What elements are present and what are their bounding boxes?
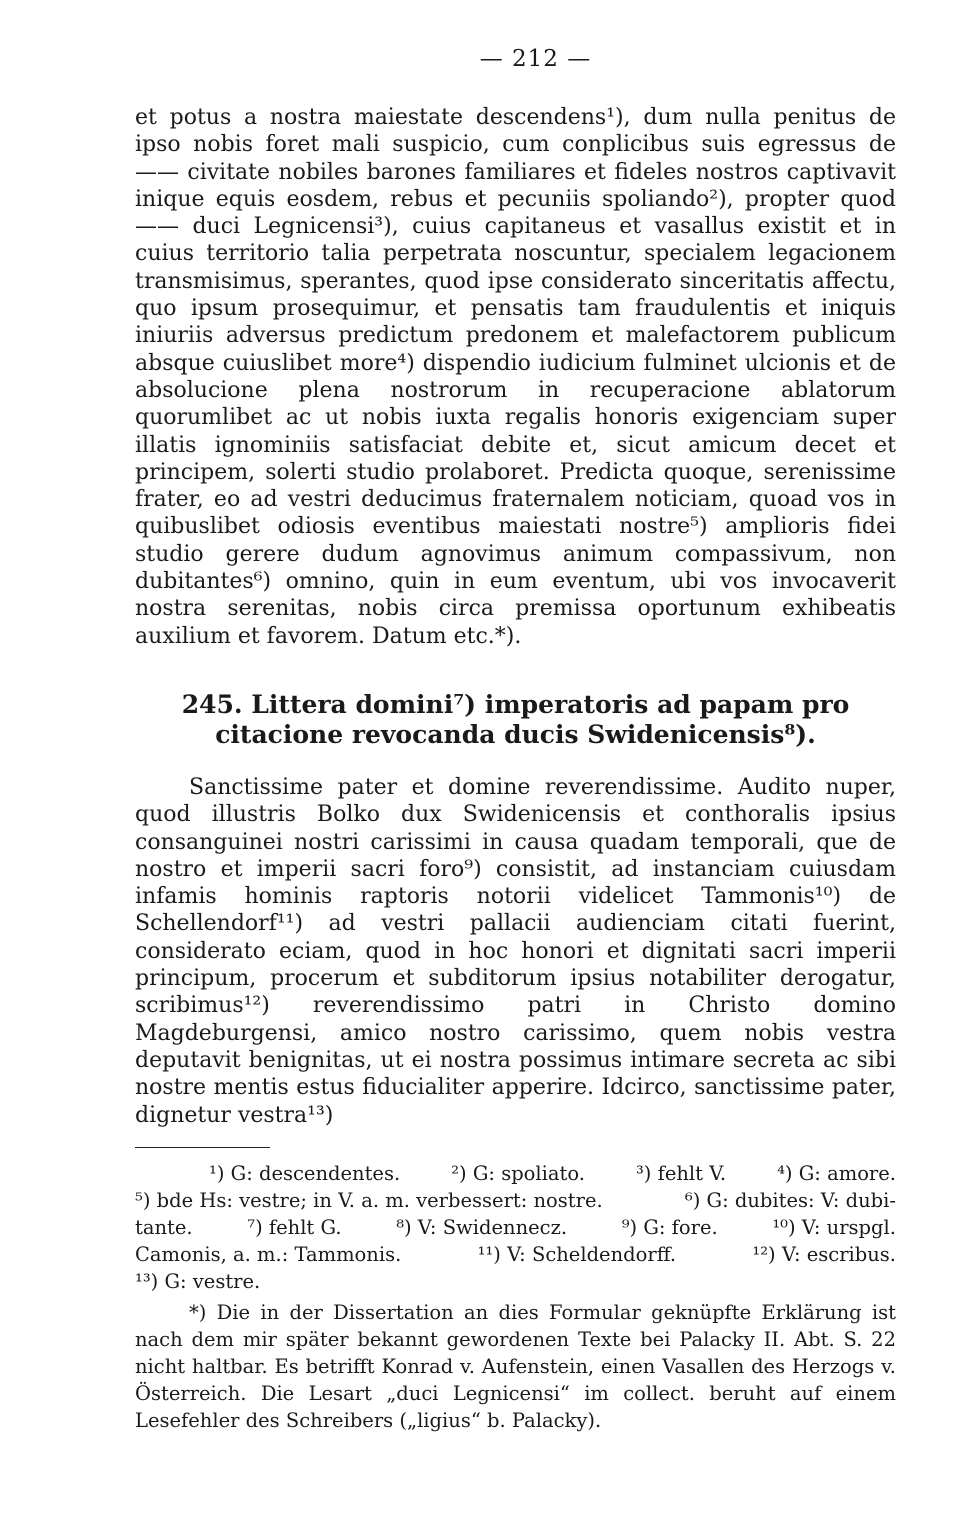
footnote: ⁷) fehlt G.	[247, 1215, 342, 1239]
footnote: ¹³) G: vestre.	[135, 1269, 261, 1293]
footnote-row	[135, 1160, 896, 1187]
footnote-row	[135, 1268, 896, 1295]
footnote: ⁶) G: dubites: V: dubi-	[684, 1188, 896, 1212]
footnote: ¹²) V: escribus.	[752, 1242, 896, 1266]
footnotes	[135, 1160, 896, 1295]
letter-paragraph: Sanctissime pater et domine reverendissime. Audito nuper, quod illustris Bolko dux Swidenicensis et conthoralis ipsius consanguinei nostri carissimi in causa quadam temporali, que de nostro et imperii sacri foro⁹) consistit, ad instanciam cuiusdam infamis hominis raptoris notorii videlicet Tammonis¹⁰) de Schellendorf¹¹) ad vestri pallacii audienciam citati fuerint, considerato eciam, quod in hoc honori et dignitati sacri imperii principum, procerum et subditorum ipsius notabiliter derogatur, scribimus¹²) reverendissimo patri in Christo domino Magdeburgensi, amico nostro carissimo, quem nobis vestra deputavit benignitas, ut ei nostra possimus intimare secreta ac sibi nostre mentis estus fiducialiter apperire. Idcirco, sanctissime pater, dignetur vestra¹³)	[135, 774, 896, 1128]
paragraph-continuation: et potus a nostra maiestate descendens¹), dum nulla penitus de ipso nobis foret mali suspicio, cum conplicibus suis egressus de —— civitate nobiles barones familiares et fideles nostros captivavit inique equis eosdem, rebus et pecuniis spoliando²), propter quod —— duci Legnicensi³), cuius capitaneus et vasallus existit et in cuius territorio talia perpetrata noscuntur, specialem legacionem transmisimus, sperantes, quod ipse considerato sinceritatis affectu, quo ipsum prosequimur, et pensatis tam fraudulentis et iniquis iniuriis adversus predictum predonem et malefactorem publicum absque cuiuslibet more⁴) dispendio iudicium fulminet ulcionis et de absolucione plena nostrorum in recuperacione ablatorum quorumlibet ac ut nobis iuxta regalis honoris exigenciam super illatis ignominiis satisfaciat debite et, sicut amicum decet et principem, solerti studio prolaboret. Predicta quoque, serenissime frater, eo ad vestri deducimus fraternalem noticiam, quoad vos in quibuslibet odiosis eventibus maiestati nostre⁵) amplioris fidei studio gerere dudum agnovimus animum compassivum, non dubitantes⁶) omnino, quin in eum eventum, ubi vos invocaverit nostra serenitas, nobis circa premissa oportunum exhibeatis auxilium et favorem. Datum etc.*).	[135, 105, 896, 649]
footnote: ¹) G: descendentes.	[209, 1161, 401, 1185]
footnote-rule	[135, 1147, 270, 1148]
footnote-row	[135, 1187, 896, 1214]
footnote-row	[135, 1241, 896, 1268]
footnote: tante.	[135, 1215, 193, 1239]
footnote: ¹⁰) V: urspgl.	[772, 1215, 896, 1239]
footnote: ⁹) G: fore.	[621, 1215, 718, 1239]
footnote: ²) G: spoliato.	[451, 1161, 585, 1185]
footnote: ⁵) bde Hs: vestre; in V. a. m. verbessert: nostre.	[135, 1188, 603, 1212]
footnote: ¹¹) V: Scheldendorff.	[477, 1242, 677, 1266]
editorial-note: *) Die in der Dissertation an dies Formular geknüpfte Erklärung ist nach dem mir später bekannt gewordenen Texte bei Palacky II. Abt. S. 22 nicht haltbar. Es betrifft Konrad v. Aufenstein, einen Vasallen des Herzogs v. Österreich. Die Lesart „duci Legnicensi“ im collect. beruht auf einem Lesefehler des Schreibers („ligius“ b. Palacky).	[135, 1300, 896, 1432]
section-heading	[135, 690, 896, 750]
section-number: 245.	[181, 689, 243, 719]
page-number: — 212 —	[479, 46, 592, 72]
footnote: ⁴) G: amore.	[777, 1161, 896, 1185]
footnote-row	[135, 1214, 896, 1241]
footnote: Camonis, a. m.: Tammonis.	[135, 1242, 402, 1266]
footnote: ⁸) V: Swidennecz.	[396, 1215, 568, 1239]
footnote: ³) fehlt V.	[635, 1161, 727, 1185]
section-title: Littera domini⁷) imperatoris ad papam pro citacione revocanda ducis Swidenicensis⁸).	[215, 689, 850, 749]
